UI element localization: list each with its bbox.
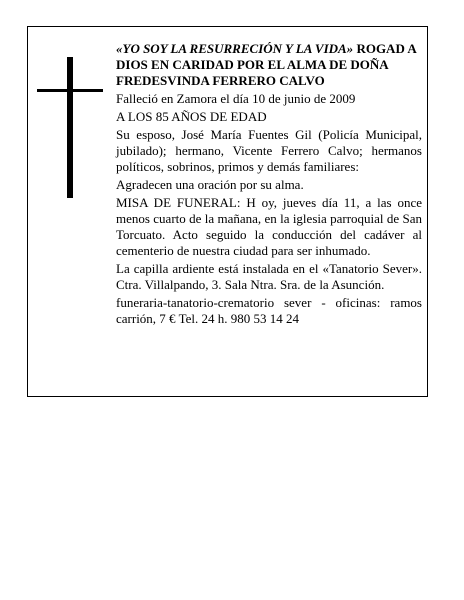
thanks-line: Agradecen una oración por su alma. bbox=[116, 177, 304, 192]
cross-icon-vertical-bar bbox=[67, 57, 73, 198]
contact-paragraph: funeraria-tanatorio-crematorio sever - oficinas: ramos carrión, 7 € Tel. 24 h. 980 53 14 24 bbox=[116, 295, 422, 326]
notice-heading bbox=[116, 41, 422, 89]
age-line: A LOS 85 AÑOS DE EDAD bbox=[116, 109, 267, 124]
cross-icon-horizontal-bar bbox=[37, 89, 103, 92]
death-info: Falleció en Zamora el día 10 de junio de 2009 bbox=[116, 91, 356, 106]
heading-quote: «YO SOY LA RESURRECIÓN Y LA VIDA» bbox=[116, 41, 354, 56]
obituary-notice bbox=[27, 26, 428, 397]
chapel-paragraph: La capilla ardiente está instalada en el «Tanatorio Sever». Ctra. Villalpando, 3. Sala Ntra. Sra. de la Asunción. bbox=[116, 261, 422, 292]
heading-rest: ROGAD A DIOS EN CARIDAD POR EL ALMA DE DOÑA FREDESVINDA FERRERO CALVO bbox=[116, 41, 417, 88]
funeral-paragraph: MISA DE FUNERAL: H oy, jueves día 11, a las once menos cuarto de la mañana, en la iglesia parroquial de San Torcuato. Acto seguido la conducción del cadáver al cementerio de nuestra ciudad para ser inhumado. bbox=[116, 195, 422, 258]
notice-text bbox=[116, 41, 422, 329]
family-paragraph: Su esposo, José María Fuentes Gil (Policía Municipal, jubilado); hermano, Vicente Ferrero Calvo; hermanos políticos, sobrinos, primos y demás familiares: bbox=[116, 127, 422, 174]
